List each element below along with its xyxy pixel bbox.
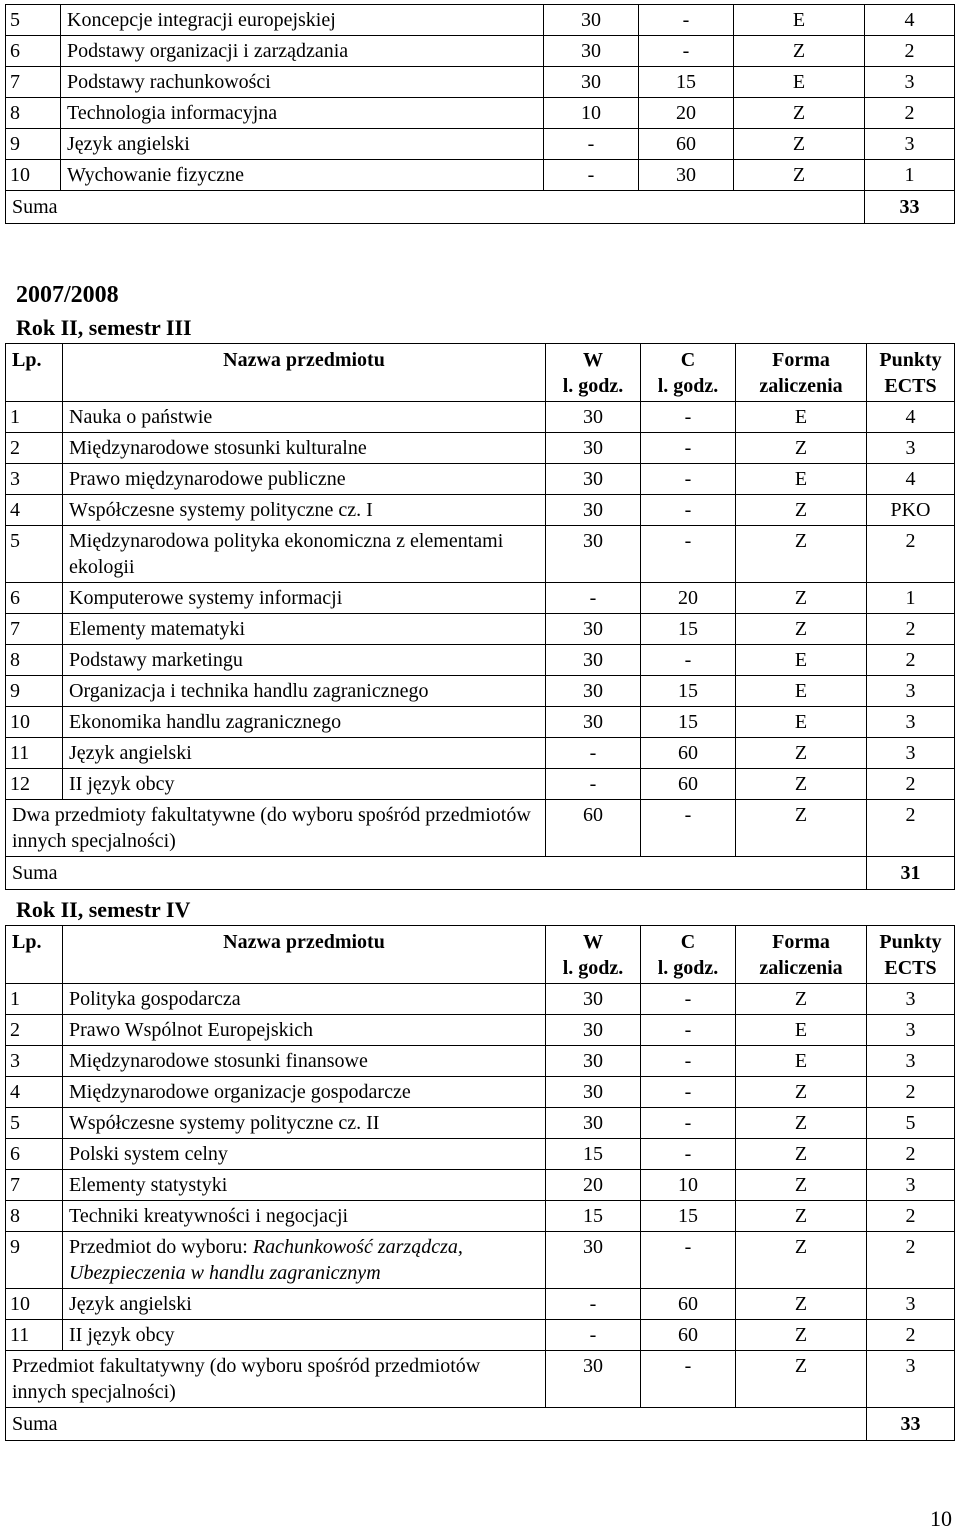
- row-ects: 3: [865, 129, 955, 160]
- header-forma-1: Forma: [772, 349, 830, 371]
- row-name: Komputerowe systemy informacji: [63, 583, 546, 614]
- row-w-hours: 30: [546, 1077, 641, 1108]
- row-forma: Z: [736, 1232, 867, 1289]
- header-forma-1: Forma: [772, 931, 830, 953]
- row-forma: E: [736, 1015, 867, 1046]
- row-c-hours: 15: [641, 1201, 736, 1232]
- header-ects: [867, 926, 955, 984]
- row-w-hours: 30: [546, 614, 641, 645]
- header-lp: Lp.: [6, 926, 63, 984]
- semester-4-suma-row: [6, 1408, 955, 1441]
- row-ects: 3: [867, 738, 955, 769]
- row-name: Prawo Wspólnot Europejskich: [63, 1015, 546, 1046]
- row-lp: 11: [6, 738, 63, 769]
- header-c-unit: l. godz.: [657, 375, 719, 397]
- row-name: Międzynarodowe stosunki kulturalne: [63, 433, 546, 464]
- row-c-hours: -: [641, 526, 736, 583]
- row-ects: 3: [867, 1289, 955, 1320]
- row-c-hours: -: [641, 984, 736, 1015]
- header-ects: [867, 344, 955, 402]
- table-row: [6, 36, 955, 67]
- row-name-prefix: Przedmiot do wyboru:: [69, 1236, 253, 1258]
- row-w-hours: 30: [546, 402, 641, 433]
- header-row: [6, 926, 955, 984]
- header-name: Nazwa przedmiotu: [63, 344, 546, 402]
- row-lp: 6: [6, 1139, 63, 1170]
- row-ects: 1: [867, 583, 955, 614]
- table-row: [6, 464, 955, 495]
- table-row: [6, 769, 955, 800]
- row-name: II język obcy: [63, 1320, 546, 1351]
- row-c-hours: 15: [639, 67, 734, 98]
- table-row: [6, 1077, 955, 1108]
- row-forma: Z: [736, 738, 867, 769]
- row-name: Technologia informacyjna: [61, 98, 544, 129]
- elective-c: -: [641, 1351, 736, 1408]
- row-w-hours: 30: [546, 526, 641, 583]
- row-lp: 1: [6, 984, 63, 1015]
- row-ects: 2: [867, 1232, 955, 1289]
- elective-forma: Z: [736, 1351, 867, 1408]
- row-ects: 2: [867, 1201, 955, 1232]
- row-ects: 2: [867, 1139, 955, 1170]
- row-w-hours: 30: [544, 67, 639, 98]
- row-lp: 2: [6, 433, 63, 464]
- row-ects: 5: [867, 1108, 955, 1139]
- semester-3-body: [6, 402, 955, 800]
- row-c-hours: 10: [641, 1170, 736, 1201]
- row-forma: Z: [736, 495, 867, 526]
- row-w-hours: 30: [546, 984, 641, 1015]
- row-lp: 5: [6, 5, 61, 36]
- row-forma: Z: [734, 160, 865, 191]
- row-lp: 10: [6, 707, 63, 738]
- row-lp: 5: [6, 526, 63, 583]
- row-ects: 2: [865, 98, 955, 129]
- header-forma-2: zaliczenia: [759, 375, 843, 397]
- row-c-hours: -: [641, 1046, 736, 1077]
- header-forma-2: zaliczenia: [759, 957, 843, 979]
- semester-3-elective-row: [6, 800, 955, 857]
- row-forma: Z: [734, 98, 865, 129]
- row-w-hours: -: [544, 129, 639, 160]
- row-name: Podstawy organizacji i zarządzania: [61, 36, 544, 67]
- row-w-hours: 30: [546, 1108, 641, 1139]
- table-row: [6, 433, 955, 464]
- row-ects: 3: [867, 1170, 955, 1201]
- row-w-hours: 10: [544, 98, 639, 129]
- row-c-hours: -: [641, 495, 736, 526]
- row-ects: 2: [867, 614, 955, 645]
- table-row: [6, 645, 955, 676]
- row-ects: 4: [867, 402, 955, 433]
- row-lp: 9: [6, 129, 61, 160]
- header-c-unit: l. godz.: [657, 957, 719, 979]
- top-table-body: [6, 5, 955, 191]
- header-name: Nazwa przedmiotu: [63, 926, 546, 984]
- row-ects: 4: [865, 5, 955, 36]
- row-name: Prawo międzynarodowe publiczne: [63, 464, 546, 495]
- header-ects-1: Punkty: [879, 931, 942, 953]
- row-forma: E: [736, 645, 867, 676]
- row-c-hours: 15: [641, 707, 736, 738]
- row-ects: 3: [867, 984, 955, 1015]
- table-row: [6, 495, 955, 526]
- elective-ects: 2: [867, 800, 955, 857]
- row-ects: 1: [865, 160, 955, 191]
- row-name-italic: Rachunkowość zarządcza, Ubezpieczenia w handlu zagranicznym: [69, 1236, 463, 1284]
- header-ects-2: ECTS: [884, 375, 937, 397]
- table-row: [6, 1015, 955, 1046]
- row-ects: 3: [867, 433, 955, 464]
- table-row: [6, 614, 955, 645]
- row-name: Elementy matematyki: [63, 614, 546, 645]
- row-name: Podstawy marketingu: [63, 645, 546, 676]
- row-w-hours: 30: [546, 645, 641, 676]
- year-heading: 2007/2008: [16, 282, 119, 308]
- row-c-hours: 60: [639, 129, 734, 160]
- row-name: Międzynarodowa polityka ekonomiczna z elementami ekologii: [63, 526, 546, 583]
- row-lp: 12: [6, 769, 63, 800]
- header-row: [6, 344, 955, 402]
- row-w-hours: 30: [546, 676, 641, 707]
- row-lp: 8: [6, 645, 63, 676]
- row-forma: Z: [736, 526, 867, 583]
- row-ects: 3: [867, 1046, 955, 1077]
- row-forma: E: [736, 402, 867, 433]
- header-w: [546, 344, 641, 402]
- table-row: [6, 1289, 955, 1320]
- row-name: Podstawy rachunkowości: [61, 67, 544, 98]
- row-w-hours: 30: [546, 433, 641, 464]
- table-row: [6, 160, 955, 191]
- row-ects: PKO: [867, 495, 955, 526]
- row-forma: Z: [736, 1320, 867, 1351]
- row-ects: 2: [867, 769, 955, 800]
- header-forma: [736, 344, 867, 402]
- row-ects: 2: [867, 645, 955, 676]
- table-row: [6, 738, 955, 769]
- row-forma: E: [736, 1046, 867, 1077]
- suma-label: Suma: [6, 191, 865, 224]
- row-w-hours: 30: [546, 464, 641, 495]
- row-name: Organizacja i technika handlu zagranicznego: [63, 676, 546, 707]
- row-c-hours: -: [641, 645, 736, 676]
- table-row: [6, 98, 955, 129]
- row-ects: 2: [865, 36, 955, 67]
- semester-4-table: [5, 925, 955, 1441]
- semester-3-table: [5, 343, 955, 890]
- row-forma: Z: [736, 614, 867, 645]
- header-c-label: C: [680, 931, 696, 953]
- suma-value: 31: [867, 857, 955, 890]
- row-name: Współczesne systemy polityczne cz. II: [63, 1108, 546, 1139]
- elective-ects: 3: [867, 1351, 955, 1408]
- row-w-hours: 20: [546, 1170, 641, 1201]
- row-forma: Z: [736, 1170, 867, 1201]
- semester-4-heading: Rok II, semestr IV: [16, 897, 191, 922]
- table-row: [6, 67, 955, 98]
- row-lp: 7: [6, 614, 63, 645]
- row-forma: Z: [736, 769, 867, 800]
- semester-4-elective-row: [6, 1351, 955, 1408]
- row-forma: Z: [736, 1289, 867, 1320]
- row-w-hours: -: [546, 583, 641, 614]
- row-w-hours: 30: [546, 1232, 641, 1289]
- row-w-hours: -: [546, 738, 641, 769]
- elective-name: Dwa przedmioty fakultatywne (do wyboru spośród przedmiotów innych specjalności): [6, 800, 546, 857]
- semester-3-suma-row: [6, 857, 955, 890]
- row-c-hours: -: [641, 402, 736, 433]
- row-w-hours: -: [544, 160, 639, 191]
- row-lp: 3: [6, 1046, 63, 1077]
- top-course-table: [5, 4, 955, 224]
- table-row: [6, 1232, 955, 1289]
- row-lp: 9: [6, 1232, 63, 1289]
- elective-w: 60: [546, 800, 641, 857]
- row-forma: E: [734, 67, 865, 98]
- table-row: [6, 583, 955, 614]
- row-forma: Z: [736, 583, 867, 614]
- row-forma: Z: [734, 36, 865, 67]
- row-name: Międzynarodowe organizacje gospodarcze: [63, 1077, 546, 1108]
- row-name: Nauka o państwie: [63, 402, 546, 433]
- row-lp: 8: [6, 98, 61, 129]
- row-c-hours: 20: [641, 583, 736, 614]
- row-c-hours: -: [641, 1232, 736, 1289]
- row-lp: 9: [6, 676, 63, 707]
- row-ects: 3: [867, 1015, 955, 1046]
- header-lp: Lp.: [6, 344, 63, 402]
- row-c-hours: -: [641, 1139, 736, 1170]
- row-ects: 3: [867, 707, 955, 738]
- suma-label: Suma: [6, 1408, 867, 1441]
- table-row: [6, 1108, 955, 1139]
- row-w-hours: 30: [546, 1046, 641, 1077]
- semester-4-body: [6, 984, 955, 1351]
- page-number: 10: [930, 1506, 952, 1531]
- row-w-hours: 15: [546, 1201, 641, 1232]
- header-w-label: W: [583, 931, 603, 953]
- row-name: Język angielski: [61, 129, 544, 160]
- header-w: [546, 926, 641, 984]
- row-name: Wychowanie fizyczne: [61, 160, 544, 191]
- header-w-unit: l. godz.: [562, 957, 624, 979]
- row-lp: 2: [6, 1015, 63, 1046]
- row-w-hours: 30: [546, 495, 641, 526]
- top-suma-row: [6, 191, 955, 224]
- row-c-hours: 60: [641, 1320, 736, 1351]
- row-forma: Z: [736, 1108, 867, 1139]
- table-row: [6, 1046, 955, 1077]
- row-c-hours: 30: [639, 160, 734, 191]
- row-lp: 7: [6, 67, 61, 98]
- row-w-hours: 15: [546, 1139, 641, 1170]
- row-lp: 5: [6, 1108, 63, 1139]
- elective-w: 30: [546, 1351, 641, 1408]
- elective-c: -: [641, 800, 736, 857]
- row-lp: 6: [6, 36, 61, 67]
- row-forma: E: [736, 464, 867, 495]
- header-forma: [736, 926, 867, 984]
- elective-name: Przedmiot fakultatywny (do wyboru spośród przedmiotów innych specjalności): [6, 1351, 546, 1408]
- row-ects: 2: [867, 1320, 955, 1351]
- row-name: Międzynarodowe stosunki finansowe: [63, 1046, 546, 1077]
- row-lp: 4: [6, 495, 63, 526]
- row-w-hours: -: [546, 1320, 641, 1351]
- row-name: Polski system celny: [63, 1139, 546, 1170]
- table-row: [6, 707, 955, 738]
- row-forma: Z: [736, 1077, 867, 1108]
- row-name: Ekonomika handlu zagranicznego: [63, 707, 546, 738]
- row-c-hours: 60: [641, 738, 736, 769]
- row-name: Koncepcje integracji europejskiej: [61, 5, 544, 36]
- row-name: Elementy statystyki: [63, 1170, 546, 1201]
- row-forma: Z: [736, 1139, 867, 1170]
- row-lp: 10: [6, 1289, 63, 1320]
- row-c-hours: -: [639, 5, 734, 36]
- elective-forma: Z: [736, 800, 867, 857]
- row-lp: 3: [6, 464, 63, 495]
- row-forma: Z: [736, 984, 867, 1015]
- row-ects: 3: [867, 676, 955, 707]
- row-lp: 8: [6, 1201, 63, 1232]
- table-row: [6, 129, 955, 160]
- row-forma: Z: [736, 433, 867, 464]
- row-forma: E: [736, 707, 867, 738]
- header-c-label: C: [680, 349, 696, 371]
- row-w-hours: 30: [546, 1015, 641, 1046]
- row-ects: 4: [867, 464, 955, 495]
- row-lp: 1: [6, 402, 63, 433]
- row-name: Język angielski: [63, 1289, 546, 1320]
- row-w-hours: 30: [546, 707, 641, 738]
- suma-value: 33: [865, 191, 955, 224]
- table-row: [6, 402, 955, 433]
- row-name: II język obcy: [63, 769, 546, 800]
- row-forma: Z: [734, 129, 865, 160]
- row-name: [63, 1232, 546, 1289]
- row-c-hours: -: [641, 1015, 736, 1046]
- row-name: Polityka gospodarcza: [63, 984, 546, 1015]
- semester-3-heading: Rok II, semestr III: [16, 315, 192, 340]
- header-w-unit: l. godz.: [562, 375, 624, 397]
- row-w-hours: -: [546, 769, 641, 800]
- row-c-hours: -: [641, 464, 736, 495]
- suma-value: 33: [867, 1408, 955, 1441]
- row-lp: 4: [6, 1077, 63, 1108]
- table-row: [6, 526, 955, 583]
- row-lp: 11: [6, 1320, 63, 1351]
- row-c-hours: 20: [639, 98, 734, 129]
- row-w-hours: 30: [544, 5, 639, 36]
- row-name: Współczesne systemy polityczne cz. I: [63, 495, 546, 526]
- row-name: Techniki kreatywności i negocjacji: [63, 1201, 546, 1232]
- row-c-hours: -: [641, 1108, 736, 1139]
- table-row: [6, 1201, 955, 1232]
- row-c-hours: 60: [641, 1289, 736, 1320]
- table-row: [6, 5, 955, 36]
- row-w-hours: -: [546, 1289, 641, 1320]
- row-name: Język angielski: [63, 738, 546, 769]
- row-c-hours: -: [641, 1077, 736, 1108]
- row-c-hours: 15: [641, 676, 736, 707]
- row-lp: 6: [6, 583, 63, 614]
- table-row: [6, 1320, 955, 1351]
- suma-label: Suma: [6, 857, 867, 890]
- row-ects: 3: [865, 67, 955, 98]
- row-c-hours: -: [639, 36, 734, 67]
- table-row: [6, 676, 955, 707]
- row-forma: E: [734, 5, 865, 36]
- header-ects-1: Punkty: [879, 349, 942, 371]
- row-w-hours: 30: [544, 36, 639, 67]
- row-lp: 7: [6, 1170, 63, 1201]
- row-forma: Z: [736, 1201, 867, 1232]
- header-c: [641, 344, 736, 402]
- table-row: [6, 1170, 955, 1201]
- row-c-hours: -: [641, 433, 736, 464]
- row-lp: 10: [6, 160, 61, 191]
- row-ects: 2: [867, 526, 955, 583]
- table-row: [6, 1139, 955, 1170]
- row-forma: E: [736, 676, 867, 707]
- header-ects-2: ECTS: [884, 957, 937, 979]
- row-c-hours: 15: [641, 614, 736, 645]
- table-row: [6, 984, 955, 1015]
- header-w-label: W: [583, 349, 603, 371]
- row-ects: 2: [867, 1077, 955, 1108]
- header-c: [641, 926, 736, 984]
- row-c-hours: 60: [641, 769, 736, 800]
